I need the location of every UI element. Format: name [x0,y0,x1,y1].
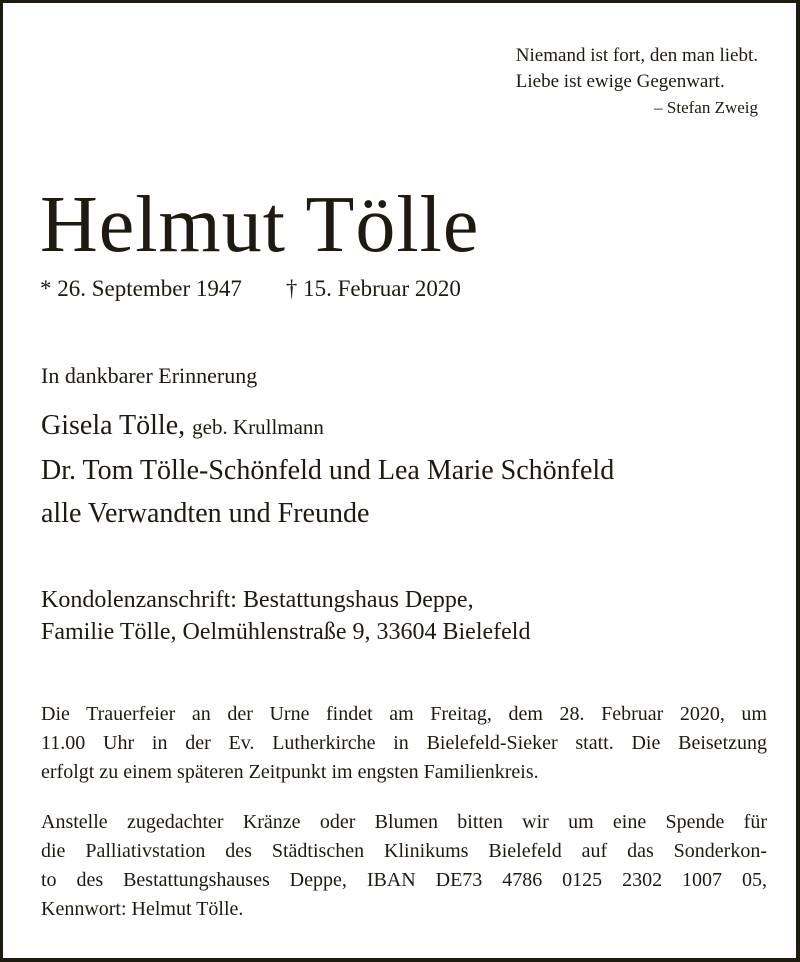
condolence-address [41,584,530,648]
death-date: † 15. Februar 2020 [285,276,461,301]
donation-info-line: Kennwort: Helmut Tölle. [41,898,244,920]
mourner-line: Dr. Tom Tölle-Schönfeld und Lea Marie Schönfeld [41,455,615,486]
donation-info-line: die Palliativstation des Städtischen Klinikums Bielefeld auf das Sonderkon- [41,840,767,862]
mourner-line: alle Verwandten und Freunde [41,498,370,529]
mourner-maiden-name: geb. Krullmann [192,415,324,439]
deceased-name: Helmut Tölle [40,181,480,269]
funeral-info [41,700,767,787]
donation-info-line: to des Bestattungshauses Deppe, IBAN DE73 4786 0125 2302 1007 05, [41,869,767,891]
funeral-info-line: Die Trauerfeier an der Urne findet am Freitag, dem 28. Februar 2020, um [41,703,767,725]
mourners-intro: In dankbarer Erinnerung [41,363,258,388]
quote-block [3,43,758,121]
address-line: Familie Tölle, Oelmühlenstraße 9, 33604 Bielefeld [41,619,531,645]
quote-author: – Stefan Zweig [654,98,758,117]
donation-info-line: Anstelle zugedachter Kränze oder Blumen bitten wir um eine Spende für [41,811,767,833]
quote-line: Niemand ist fort, den man liebt. [515,45,758,66]
funeral-info-line: 11.00 Uhr in der Ev. Lutherkirche in Bielefeld-Sieker statt. Die Beisetzung [41,732,767,754]
funeral-info-line: erfolgt zu einem späteren Zeitpunkt im engsten Familienkreis. [41,761,539,783]
donation-info [41,808,767,924]
mourner-line [41,404,614,449]
mourner-name: Gisela Tölle, [41,410,186,441]
quote-line: Liebe ist ewige Gegenwart. [515,71,725,92]
address-line: Kondolenzanschrift: Bestattungshaus Deppe, [41,587,474,613]
mourners-list [41,404,614,535]
birth-date: * 26. September 1947 [40,276,242,301]
quote-text [516,43,758,121]
life-dates [40,274,461,304]
